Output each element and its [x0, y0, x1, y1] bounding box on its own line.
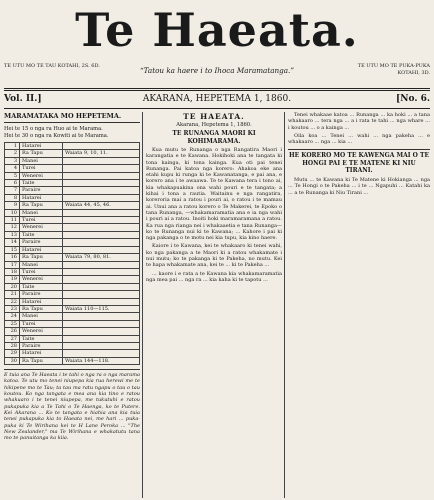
- reading: [63, 187, 140, 194]
- day-name: Manei: [20, 157, 63, 164]
- day-name: Paraire: [20, 291, 63, 298]
- masthead: [0, 0, 434, 84]
- issue-number: [No. 6.: [396, 94, 430, 104]
- day-number: 23: [5, 305, 20, 312]
- calendar-row: [5, 313, 140, 320]
- editorial-column: [146, 112, 282, 500]
- day-name: Ra Tapu: [20, 150, 63, 157]
- second-article-heading: HE KORERO MO TE KAWENGA MAI O TE HONGI PAI E TE MATENE KI NIU TIRANI.: [288, 152, 430, 175]
- reading: [63, 291, 140, 298]
- volume-number: Vol. II.]: [4, 94, 42, 104]
- paragraph: Mutu ... te Kawana ki Te Matene ki Hokianga ... nga ... Te Hongi o te Pakeha ... i te ... Ngapuhi ... Katahi ka ... a te Runanga ki Niu Tirani ...: [288, 176, 430, 196]
- calendar-row: [5, 246, 140, 253]
- day-name: Turei: [20, 217, 63, 224]
- day-number: 27: [5, 335, 20, 342]
- continued-article-body: [288, 112, 430, 145]
- calendar-row: [5, 209, 140, 216]
- reading: [63, 320, 140, 327]
- calendar-row: [5, 283, 140, 290]
- column-divider-1: [142, 112, 143, 498]
- day-name: Hatarei: [20, 143, 63, 150]
- rule-top: [4, 88, 430, 89]
- day-number: 10: [5, 209, 20, 216]
- calendar-row: [5, 254, 140, 261]
- rule-top-2: [4, 90, 430, 91]
- reading: [63, 276, 140, 283]
- calendar-row: [5, 357, 140, 364]
- day-name: Wenerei: [20, 224, 63, 231]
- reading: Waiata 110—115.: [63, 305, 140, 312]
- day-number: 3: [5, 157, 20, 164]
- day-name: Ra Tapu: [20, 254, 63, 261]
- reading: [63, 143, 140, 150]
- day-name: Ra Tapu: [20, 357, 63, 364]
- reading: [63, 231, 140, 238]
- reading: [63, 313, 140, 320]
- calendar-divider: [4, 369, 140, 370]
- reading: [63, 239, 140, 246]
- calendar-row: [5, 165, 140, 172]
- calendar-row: [5, 194, 140, 201]
- editorial-date: Akarana, Hepetema 1, 1860.: [176, 122, 252, 128]
- day-name: Manei: [20, 313, 63, 320]
- day-number: 26: [5, 328, 20, 335]
- calendar-row: [5, 143, 140, 150]
- newspaper-title: Te Haeata.: [75, 3, 359, 57]
- day-name: Taite: [20, 283, 63, 290]
- calendar-row: [5, 180, 140, 187]
- day-number: 8: [5, 194, 20, 201]
- reading: [63, 194, 140, 201]
- subscription-note: TE UTU MO TE TAU KOTAHI, 2S. 6D.: [4, 63, 100, 69]
- calendar-row: [5, 224, 140, 231]
- day-number: 11: [5, 217, 20, 224]
- reading: [63, 268, 140, 275]
- day-number: 25: [5, 320, 20, 327]
- day-name: Ra Tapu: [20, 202, 63, 209]
- calendar-row: [5, 305, 140, 312]
- day-number: 4: [5, 165, 20, 172]
- day-name: Wenerei: [20, 172, 63, 179]
- day-number: 20: [5, 283, 20, 290]
- reading: [63, 298, 140, 305]
- calendar-column: [4, 112, 140, 500]
- day-number: 9: [5, 202, 20, 209]
- day-number: 22: [5, 298, 20, 305]
- calendar-row: [5, 276, 140, 283]
- paragraph: Oila koa ... Tenei ... wahi ... nga pakeha ... e whakaaro ... nga ... kia ...: [288, 132, 430, 146]
- day-name: Wenerei: [20, 328, 63, 335]
- article-body: [146, 147, 282, 283]
- moon-note-2: Hei te 30 o nga ra Kowiti ai te Marama.: [4, 132, 109, 139]
- reading: [63, 172, 140, 179]
- day-number: 7: [5, 187, 20, 194]
- reading: [63, 180, 140, 187]
- day-number: 28: [5, 342, 20, 349]
- calendar-row: [5, 150, 140, 157]
- calendar-row: [5, 231, 140, 238]
- calendar-row: [5, 217, 140, 224]
- calendar-table: [4, 142, 140, 365]
- day-name: Taite: [20, 180, 63, 187]
- reading: [63, 328, 140, 335]
- day-number: 15: [5, 246, 20, 253]
- reading: [63, 246, 140, 253]
- day-number: 24: [5, 313, 20, 320]
- dateline: [4, 94, 430, 108]
- day-name: Paraire: [20, 239, 63, 246]
- day-number: 1: [5, 143, 20, 150]
- reading: Waiata 9, 10, 11.: [63, 150, 140, 157]
- calendar-row: [5, 320, 140, 327]
- day-name: Manei: [20, 261, 63, 268]
- day-name: Hatarei: [20, 246, 63, 253]
- calendar-row: [5, 335, 140, 342]
- calendar-row: [5, 298, 140, 305]
- day-name: Turei: [20, 268, 63, 275]
- day-number: 30: [5, 357, 20, 364]
- day-name: Paraire: [20, 187, 63, 194]
- reading: [63, 335, 140, 342]
- day-name: Hatarei: [20, 298, 63, 305]
- day-name: Taite: [20, 231, 63, 238]
- day-name: Hatarei: [20, 350, 63, 357]
- reading: [63, 224, 140, 231]
- moon-note-1: Hei te 15 o nga ra Huo ai te Marama.: [4, 126, 103, 132]
- column-divider-2: [284, 112, 285, 498]
- publication-notice: E tuia ana Te Haeata i te tahi o nga ra o nga marama katoa. Te utu mo tenei niupepa kia rua herewi me te hikipene mo te Tau; ta tau ma ratu ngapu o tau o tau koutou. Ko nga tangata e mea ana kia tino e ratou whakuaro i te tenei niupepa, me tukutuhi e ratou pukapuka kia a Te Tahi o Te Haenga, ko te Putere. Kei Akarana ... Ko te tangata e hiahia ana kia tuia tenei pukapuka kia to Haeata nei, me hari ... puka-puka ki Te Wirihana kei te H Lane Peroka ... "The New Zealander," ma Te Wirihana e whakatutu tana mo te panuitanga ka kiia.: [4, 372, 140, 442]
- paragraph: Kaiore i te Kawana, kei te whakaaro ki tenei wahi, ko nga pakanga a te Maori ki a ratou whakamate i nui mutu; ko te pakanga ki te Pakeha, no mutu. Kei te hapa whakamate ana, kei te ... ki te Pakeha ...: [146, 243, 282, 269]
- calendar-row: [5, 172, 140, 179]
- paragraph: Kua mutu te Runanga o nga Rangatira Maori i karangatia e te Kawana. Hokihoki ana te tangata ki tona kainga, ki tona kainga. Kua oti pai tenei Runanga. Pai katoa nga korero: Ahakoa eke ana etahi kupu ki runga ki te Kawanatanga, e pai ana, e korero ana i te awaawa. Te te Kawana tera i tono ai, kia whakapuakina ona wahi pouri e te tangata; a kihai i tona a rautia. Waitainu e nga rangatira, koreroria mai a ratou i pouri ai, o ratou i te mamau ai. Unui ana a ratou korero o Te Makerei, te Epoko o tana Runanga, —whakamaramatia ana e ia nga wahi i pouri ai a ratou. Inoiti hoki maramaramana a ratou. Ka rua nga rianga nei i whakaaetia e tana Runanga—ko te Runanga nui ki te Kawana; ... Kahore i pai ki nga pakanga o te motu nei kia tupu, kia kino haere.: [146, 147, 282, 242]
- day-name: Ra Tapu: [20, 305, 63, 312]
- issue-date: AKARANA, HEPETEMA 1, 1860.: [142, 94, 292, 104]
- day-name: Manei: [20, 209, 63, 216]
- calendar-row: [5, 328, 140, 335]
- reading: [63, 217, 140, 224]
- day-number: 2: [5, 150, 20, 157]
- day-number: 12: [5, 224, 20, 231]
- calendar-row: [5, 239, 140, 246]
- calendar-row: [5, 157, 140, 164]
- second-article-body: [288, 177, 430, 196]
- day-name: Hatarei: [20, 194, 63, 201]
- newspaper-motto: “Tatou ka haere i to Ihoca Maramatanga.”: [139, 66, 294, 75]
- section-title: TE HAEATA.: [183, 112, 245, 121]
- paragraph: ... kaore i e rata a te Kawana kia whakamaramatia nga mea pai ... nga ra ... kia kaha ki te tapotu ...: [146, 270, 282, 283]
- reading: [63, 165, 140, 172]
- day-name: Paraire: [20, 342, 63, 349]
- calendar-row: [5, 268, 140, 275]
- day-name: Taite: [20, 335, 63, 342]
- reading: Waiata 79, 80, 81.: [63, 254, 140, 261]
- single-copy-note: TE UTU MO TE PUKA-PUKA KOTAHI, 3D.: [357, 63, 430, 76]
- day-number: 13: [5, 231, 20, 238]
- calendar-row: [5, 350, 140, 357]
- calendar-row: [5, 342, 140, 349]
- article-divider: [288, 149, 430, 150]
- day-number: 17: [5, 261, 20, 268]
- reading: [63, 283, 140, 290]
- continuation-column: [288, 112, 430, 500]
- calendar-row: [5, 187, 140, 194]
- day-number: 19: [5, 276, 20, 283]
- reading: [63, 209, 140, 216]
- day-number: 21: [5, 291, 20, 298]
- reading: [63, 342, 140, 349]
- calendar-heading: MARAMATAKA MO HEPETEMA.: [4, 112, 140, 123]
- day-number: 16: [5, 254, 20, 261]
- reading: [63, 261, 140, 268]
- calendar-row: [5, 202, 140, 209]
- paragraph: Tenei whakaae katoa ... Runanga ... ka hoki ... a tana whakaaro ... tera nga ... a i rata te tahi ... nga whare ... i koutou ... o a kainga ...: [288, 112, 430, 131]
- day-number: 5: [5, 172, 20, 179]
- day-number: 14: [5, 239, 20, 246]
- day-number: 6: [5, 180, 20, 187]
- day-name: Turei: [20, 165, 63, 172]
- reading: Waiata 44, 45, 46.: [63, 202, 140, 209]
- reading: [63, 157, 140, 164]
- day-number: 18: [5, 268, 20, 275]
- day-number: 29: [5, 350, 20, 357]
- day-name: Turei: [20, 320, 63, 327]
- calendar-row: [5, 291, 140, 298]
- day-name: Wenerei: [20, 276, 63, 283]
- article-heading: TE RUNANGA MAORI KI KOHIMARAMA.: [172, 130, 256, 145]
- reading: [63, 350, 140, 357]
- reading: Waiata 144—118.: [63, 357, 140, 364]
- calendar-row: [5, 261, 140, 268]
- rule-dateline: [4, 108, 430, 109]
